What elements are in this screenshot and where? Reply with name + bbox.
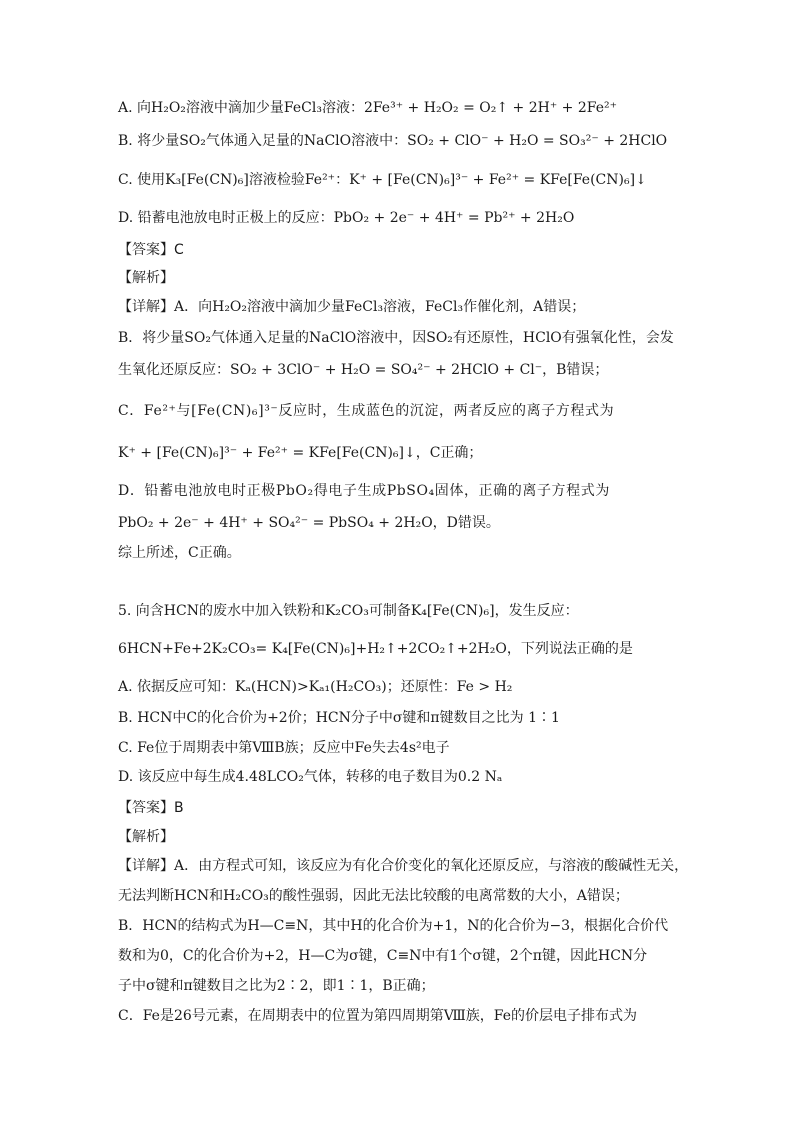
q4-detail-7: PbO₂ + 2e⁻ + 4H⁺ + SO₄²⁻ = PbSO₄ + 2H₂O，D错误。 (118, 515, 500, 531)
q4-detail-5: K⁺ + [Fe(CN)₆]³⁻ + Fe²⁺ = KFe[Fe(CN)₆]↓，C正确； (118, 445, 483, 461)
q4-detail-2: B．将少量SO₂气体通入足量的NaClO溶液中，因SO₂有还原性，HClO有强氧化性，会发 (118, 330, 674, 346)
q5-detail-5: 子中σ键和π键数目之比为2∶2，即1∶1，B正确； (118, 978, 435, 994)
q5-detail-1: 【详解】A．由方程式可知，该反应为有化合价变化的氧化还原反应，与溶液的酸碱性无关， (118, 858, 689, 874)
q5-option-c: C. Fe位于周期表中第ⅧB族；反应中Fe失去4s²电子 (118, 740, 450, 756)
q4-summary: 综上所述，C正确。 (118, 545, 241, 561)
q4-detail-3: 生氧化还原反应：SO₂ + 3ClO⁻ + H₂O = SO₄²⁻ + 2HClO + Cl⁻，B错误； (118, 362, 609, 378)
q4-option-b: B. 将少量SO₂气体通入足量的NaClO溶液中：SO₂ + ClO⁻ + H₂O = SO₃²⁻ + 2HClO (118, 133, 668, 149)
q5-option-a: A. 依据反应可知：Kₐ(HCN)>Kₐ₁(H₂CO₃)；还原性：Fe > H₂ (118, 679, 513, 695)
q5-detail-6: C．Fe是26号元素，在周期表中的位置为第四周期第Ⅷ族，Fe的价层电子排布式为 (118, 1008, 638, 1024)
q4-option-c: C. 使用K₃[Fe(CN)₆]溶液检验Fe²⁺：K⁺ + [Fe(CN)₆]³⁻ + Fe²⁺ = KFe[Fe(CN)₆]↓ (118, 172, 647, 188)
q5-detail-3: B．HCN的结构式为H—C≡N，其中H的化合价为+1，N的化合价为−3，根据化合价代 (118, 918, 669, 934)
q5-detail-4: 数和为0，C的化合价为+2，H—C为σ键，C≡N中有1个σ键，2个π键，因此HCN分 (118, 948, 648, 964)
q4-detail-4: C．Fe²⁺与[Fe(CN)₆]³⁻反应时，生成蓝色的沉淀，两者反应的离子方程式为 (118, 403, 615, 419)
q5-stem-1: 5. 向含HCN的废水中加入铁粉和K₂CO₃可制备K₄[Fe(CN)₆]，发生反应： (118, 603, 579, 619)
q4-answer: 【答案】C (118, 242, 184, 258)
q5-detail-2: 无法判断HCN和H₂CO₃的酸性强弱，因此无法比较酸的电离常数的大小，A错误； (118, 888, 629, 904)
q4-detail-6: D．铅蓄电池放电时正极PbO₂得电子生成PbSO₄固体，正确的离子方程式为 (118, 483, 610, 499)
q5-option-d: D. 该反应中每生成4.48LCO₂气体，转移的电子数目为0.2 Nₐ (118, 769, 503, 785)
q5-option-b: B. HCN中C的化合价为+2价；HCN分子中σ键和π键数目之比为 1∶1 (118, 710, 560, 726)
q4-detail-1: 【详解】A．向H₂O₂溶液中滴加少量FeCl₃溶液，FeCl₃作催化剂，A错误； (118, 299, 586, 315)
q5-analysis: 【解析】 (118, 829, 174, 845)
q4-option-d: D. 铅蓄电池放电时正极上的反应：PbO₂ + 2e⁻ + 4H⁺ = Pb²⁺ + 2H₂O (118, 210, 575, 226)
q4-option-a: A. 向H₂O₂溶液中滴加少量FeCl₃溶液：2Fe³⁺ + H₂O₂ = O₂↑ + 2H⁺ + 2Fe²⁺ (118, 100, 618, 116)
q5-stem-2: 6HCN+Fe+2K₂CO₃= K₄[Fe(CN)₆]+H₂↑+2CO₂↑+2H₂O，下列说法正确的是 (118, 641, 633, 657)
q5-answer: 【答案】B (118, 800, 184, 816)
q4-analysis: 【解析】 (118, 270, 174, 286)
